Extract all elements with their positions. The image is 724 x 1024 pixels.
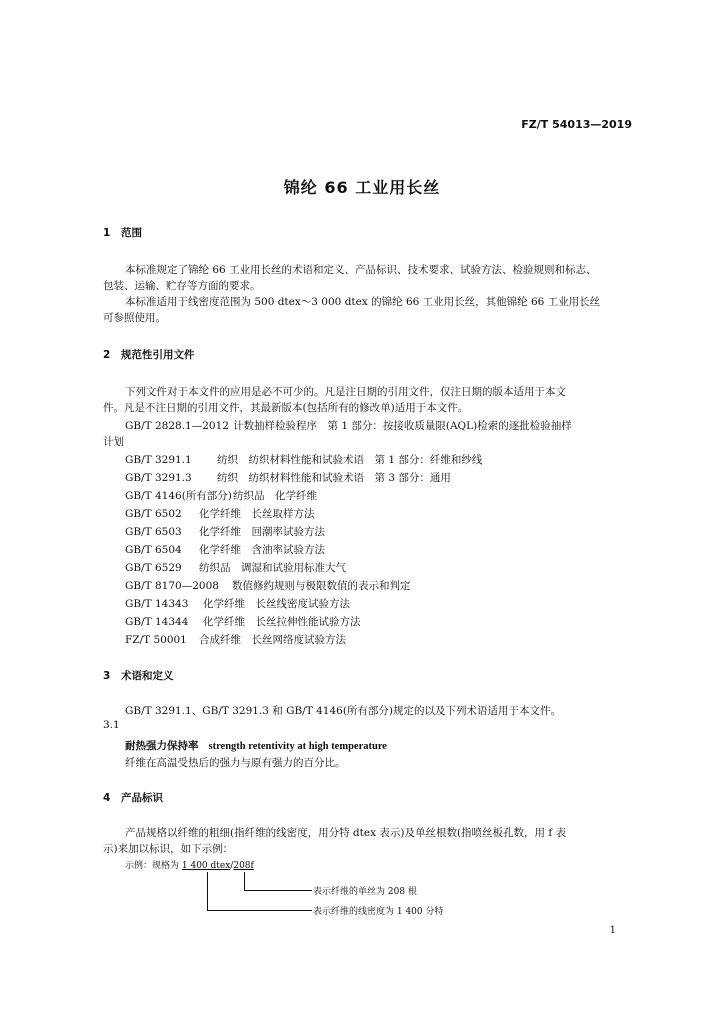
reference-title: 纺织 纺织材料性能和试验术语 第 1 部分：纤维和纱线 bbox=[217, 454, 483, 466]
annotation-linear-density: 表示纤维的线密度为 1 400 分特 bbox=[313, 907, 444, 917]
bracket-line-count-vertical bbox=[244, 872, 245, 890]
reference-title: 数值修约规则与极限数值的表示和判定 bbox=[232, 580, 411, 592]
reference-title: 计数抽样检验程序 第 1 部分：按接收质量限(AQL)检索的逐批检验抽样 bbox=[233, 420, 572, 432]
section-2-heading bbox=[103, 347, 195, 362]
reference-item bbox=[125, 578, 411, 593]
reference-code: GB/T 3291.3 bbox=[125, 472, 192, 484]
section-4-heading bbox=[103, 790, 163, 805]
reference-item bbox=[125, 632, 346, 647]
reference-code: GB/T 2828.1—2012 bbox=[125, 420, 229, 432]
reference-item bbox=[125, 452, 482, 467]
reference-code: GB/T 4146(所有部分) bbox=[125, 490, 232, 502]
section-title: 术语和定义 bbox=[121, 670, 174, 682]
reference-code: GB/T 8170—2008 bbox=[125, 580, 219, 592]
reference-item bbox=[125, 470, 451, 485]
paragraph: 包装、运输、贮存等方面的要求。 bbox=[103, 280, 261, 292]
page-number: 1 bbox=[609, 925, 616, 936]
reference-item bbox=[125, 524, 325, 539]
reference-code: GB/T 14343 bbox=[125, 598, 189, 610]
section-number: 4 bbox=[103, 792, 111, 804]
reference-title: 化学纤维 长丝线密度试验方法 bbox=[203, 598, 350, 610]
reference-item bbox=[125, 614, 361, 629]
paragraph: GB/T 3291.1、GB/T 3291.3 和 GB/T 4146(所有部分)规定的以及下列术语适用于本文件。 bbox=[125, 705, 562, 717]
reference-item bbox=[125, 596, 350, 611]
document-title: 锦纶 66 工业用长丝 bbox=[283, 178, 441, 197]
reference-title: 化学纤维 含油率试验方法 bbox=[199, 544, 325, 556]
reference-code: GB/T 3291.1 bbox=[125, 454, 192, 466]
section-title: 范围 bbox=[121, 227, 142, 239]
example-line bbox=[125, 858, 254, 871]
reference-item bbox=[125, 542, 325, 557]
reference-item bbox=[125, 418, 572, 433]
bracket-line-linear-horizontal bbox=[207, 910, 312, 911]
term-english: strength retentivity at high temperature bbox=[208, 741, 387, 752]
bracket-line-count-horizontal bbox=[244, 890, 312, 891]
reference-code: FZ/T 50001 bbox=[125, 634, 187, 646]
term-number: 3.1 bbox=[103, 719, 120, 731]
reference-code: GB/T 6502 bbox=[125, 508, 182, 520]
standard-code: FZ/T 54013—2019 bbox=[521, 118, 632, 131]
example-prefix: 示例：规格为 bbox=[125, 861, 180, 871]
section-1-heading bbox=[103, 225, 142, 240]
reference-title: 化学纤维 长丝拉伸性能试验方法 bbox=[203, 616, 361, 628]
reference-title: 纺织品 调湿和试验用标准大气 bbox=[199, 562, 346, 574]
section-number: 1 bbox=[103, 227, 111, 239]
section-title: 产品标识 bbox=[121, 792, 163, 804]
reference-title: 纺织 纺织材料性能和试验术语 第 3 部分：通用 bbox=[217, 472, 451, 484]
bracket-line-linear-vertical bbox=[207, 872, 208, 910]
term-definition: 纤维在高温受热后的强力与原有强力的百分比。 bbox=[125, 757, 346, 769]
reference-item bbox=[125, 506, 315, 521]
reference-continuation: 计划 bbox=[103, 436, 124, 448]
paragraph: 产品规格以纤维的粗细(指纤维的线密度，用分特 dtex 表示)及单丝根数(指喷丝板孔数，用 f 表 bbox=[125, 827, 567, 839]
reference-title: 化学纤维 回潮率试验方法 bbox=[199, 526, 325, 538]
paragraph: 件。凡是不注日期的引用文件，其最新版本(包括所有的修改单)适用于本文件。 bbox=[103, 402, 469, 414]
term-title bbox=[125, 738, 387, 753]
reference-item bbox=[125, 560, 346, 575]
section-title: 规范性引用文件 bbox=[121, 349, 195, 361]
reference-code: GB/T 6503 bbox=[125, 526, 182, 538]
annotation-filament-count: 表示纤维的单丝为 208 根 bbox=[313, 887, 417, 897]
section-number: 2 bbox=[103, 349, 111, 361]
reference-title: 化学纤维 长丝取样方法 bbox=[199, 508, 315, 520]
reference-title: 纺织品 化学纤维 bbox=[233, 490, 317, 502]
reference-code: GB/T 14344 bbox=[125, 616, 189, 628]
example-linear-density: 1 400 dtex bbox=[181, 861, 231, 871]
reference-item bbox=[125, 488, 317, 503]
paragraph: 下列文件对于本文件的应用是必不可少的。凡是注日期的引用文件，仅注日期的版本适用于本文 bbox=[125, 386, 566, 398]
reference-code: GB/T 6529 bbox=[125, 562, 182, 574]
example-filament-count: 208f bbox=[233, 861, 254, 871]
paragraph: 本标准适用于线密度范围为 500 dtex～3 000 dtex 的锦纶 66 工业用长丝，其他锦纶 66 工业用长丝 bbox=[125, 296, 601, 308]
paragraph: 示)来加以标识，如下示例： bbox=[103, 843, 234, 855]
reference-code: GB/T 6504 bbox=[125, 544, 182, 556]
reference-title: 合成纤维 长丝网络度试验方法 bbox=[199, 634, 346, 646]
paragraph: 本标准规定了锦纶 66 工业用长丝的术语和定义、产品标识、技术要求、试验方法、检验规则和标志、 bbox=[125, 264, 597, 276]
section-number: 3 bbox=[103, 670, 111, 682]
term-chinese: 耐热强力保持率 bbox=[125, 740, 199, 752]
paragraph: 可参照使用。 bbox=[103, 312, 166, 324]
section-3-heading bbox=[103, 668, 174, 683]
example-separator: / bbox=[230, 861, 234, 871]
